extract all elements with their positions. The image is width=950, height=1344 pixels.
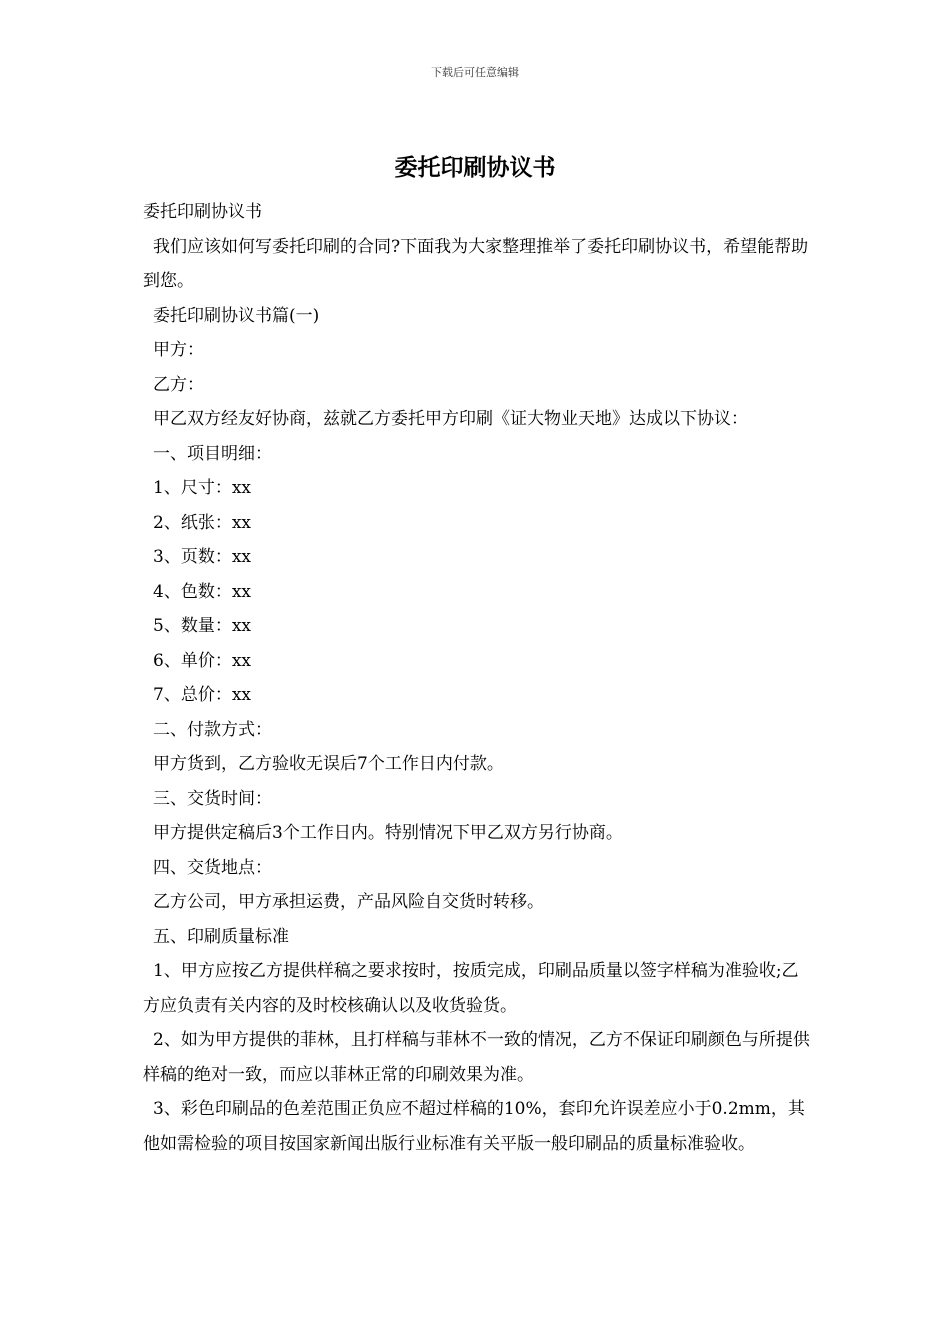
- paragraph-quality-clause-2: 2、如为甲方提供的菲林，且打样稿与菲林不一致的情况，乙方不保证印刷颜色与所提供样稿的绝对一致，而应以菲林正常的印刷效果为准。: [143, 1030, 810, 1085]
- document-title: 委托印刷协议书: [394, 155, 556, 181]
- paragraph-delivery-place-heading: 四、交货地点：: [153, 857, 272, 878]
- paragraph-item-colors: 4、色数：xx: [153, 581, 251, 602]
- paragraph-section-heading: 委托印刷协议书篇(一): [153, 305, 320, 326]
- paragraph-payment-terms: 甲方货到，乙方验收无误后7个工作日内付款。: [153, 754, 504, 774]
- paragraph-agreement-statement: 甲乙双方经友好协商，兹就乙方委托甲方印刷《证大物业天地》达成以下协议：: [153, 409, 748, 429]
- paragraph-item-quantity: 5、数量：xx: [153, 616, 251, 636]
- paragraph-item-details-heading: 一、项目明细：: [153, 443, 272, 464]
- paragraph-quality-clause-3: 3、彩色印刷品的色差范围正负应不超过样稿的10%，套印允许误差应小于0.2mm，其他如需检验的项目按国家新闻出版行业标准有关平版一般印刷品的质量标准验收。: [143, 1099, 805, 1154]
- paragraph-quality-clause-1: 1、甲方应按乙方提供样稿之要求按时，按质完成，印刷品质量以签字样稿为准验收;乙方应负责有关内容的及时校核确认以及收货验货。: [143, 961, 799, 1016]
- paragraph-delivery-place-terms: 乙方公司，甲方承担运费，产品风险自交货时转移。: [153, 892, 544, 912]
- paragraph-delivery-time-heading: 三、交货时间：: [153, 788, 272, 809]
- paragraph-intro: 我们应该如何写委托印刷的合同?下面我为大家整理推举了委托印刷协议书，希望能帮助到您。: [143, 236, 809, 291]
- paragraph-quality-heading: 五、印刷质量标准: [153, 926, 289, 947]
- paragraph-party-a: 甲方：: [153, 340, 204, 360]
- document-body: [143, 195, 811, 1161]
- page-header-note: 下载后可任意编辑: [431, 66, 519, 79]
- paragraph-item-size: 1、尺寸：xx: [153, 478, 251, 498]
- paragraph-payment-heading: 二、付款方式：: [153, 719, 272, 740]
- paragraph-party-b: 乙方：: [153, 374, 204, 395]
- paragraph-subtitle: 委托印刷协议书: [143, 202, 262, 222]
- paragraph-delivery-time-terms: 甲方提供定稿后3个工作日内。特别情况下甲乙双方另行协商。: [153, 823, 623, 843]
- paragraph-item-pages: 3、页数：xx: [153, 547, 251, 567]
- paragraph-item-total-price: 7、总价：xx: [153, 685, 251, 705]
- paragraph-item-paper: 2、纸张：xx: [153, 512, 251, 533]
- paragraph-item-unit-price: 6、单价：xx: [153, 650, 251, 671]
